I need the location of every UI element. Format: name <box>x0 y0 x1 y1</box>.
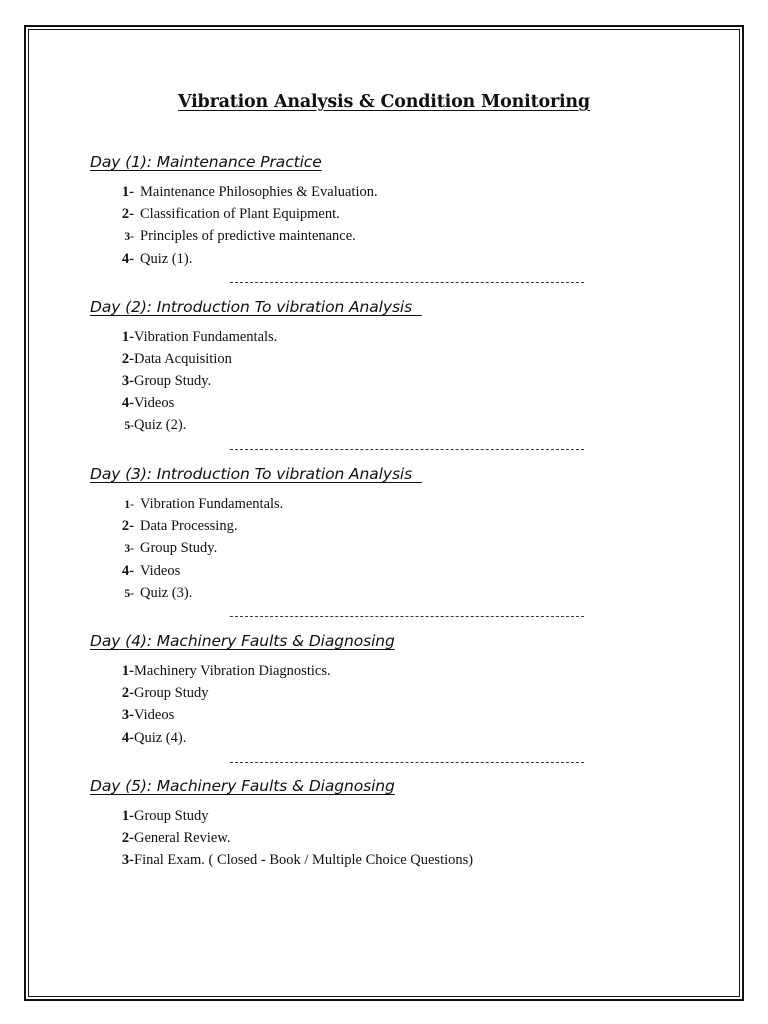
item-number: 3- <box>121 373 134 389</box>
item-text: Final Exam. ( Closed - Book / Multiple Choice Questions) <box>134 852 474 868</box>
item-text: Data Processing. <box>140 518 238 534</box>
item-text: Principles of predictive maintenance. <box>140 228 356 244</box>
item-text: General Review. <box>134 830 231 846</box>
item-number: 2- <box>121 206 134 222</box>
item-number: 4- <box>121 563 134 579</box>
item-number: 2- <box>121 351 134 367</box>
day-1-item-2 <box>112 206 340 223</box>
day-3-item-5 <box>112 585 192 602</box>
item-text: Group Study <box>134 685 209 701</box>
day-5-item-2 <box>112 830 231 847</box>
item-number: 3- <box>121 852 134 868</box>
item-number: 2- <box>121 830 134 846</box>
item-text: Machinery Vibration Diagnostics. <box>134 663 331 679</box>
day-5-item-3 <box>112 852 473 869</box>
item-number: 4- <box>121 251 134 267</box>
day-2-item-4 <box>112 395 174 412</box>
item-text: Classification of Plant Equipment. <box>140 206 340 222</box>
item-number: 1- <box>124 499 134 511</box>
item-number: 1- <box>121 808 134 824</box>
day-1-item-1 <box>112 184 378 201</box>
section-divider <box>230 449 584 450</box>
day-1-item-3 <box>112 228 356 245</box>
day-4-item-4 <box>112 730 186 747</box>
day-4-item-3 <box>112 707 174 724</box>
day-4-item-2 <box>112 685 209 702</box>
item-number: 1- <box>121 184 134 200</box>
day-2-heading: Day (2): Introduction To vibration Analysis <box>90 298 422 316</box>
item-number: 3- <box>124 231 134 243</box>
day-4-heading: Day (4): Machinery Faults & Diagnosing <box>90 632 395 650</box>
item-text: Vibration Fundamentals. <box>140 496 284 512</box>
item-text: Quiz (4). <box>134 730 187 746</box>
day-2-item-1 <box>112 329 277 346</box>
item-text: Videos <box>140 563 181 579</box>
day-5-item-1 <box>112 808 209 825</box>
item-number: 5- <box>124 588 134 600</box>
day-3-heading: Day (3): Introduction To vibration Analysis <box>90 465 422 483</box>
item-text: Maintenance Philosophies & Evaluation. <box>140 184 378 200</box>
day-2-item-2 <box>112 351 232 368</box>
item-number: 2- <box>121 685 134 701</box>
day-3-item-2 <box>112 518 237 535</box>
item-text: Quiz (1). <box>140 251 193 267</box>
item-text: Videos <box>134 707 175 723</box>
day-3-item-1 <box>112 496 283 513</box>
item-text: Videos <box>134 395 175 411</box>
item-number: 2- <box>121 518 134 534</box>
item-number: 1- <box>121 663 134 679</box>
day-3-item-4 <box>112 563 180 580</box>
day-4-item-1 <box>112 663 331 680</box>
day-5-heading: Day (5): Machinery Faults & Diagnosing <box>90 777 395 795</box>
item-text: Data Acquisition <box>134 351 232 367</box>
item-text: Group Study. <box>134 373 212 389</box>
day-2-item-3 <box>112 373 211 390</box>
item-number: 5- <box>124 420 134 432</box>
document-title: Vibration Analysis & Condition Monitoring <box>178 92 590 112</box>
day-1-item-4 <box>112 251 192 268</box>
day-1-heading: Day (1): Maintenance Practice <box>90 153 322 171</box>
item-number: 4- <box>121 395 134 411</box>
item-text: Quiz (2). <box>134 417 187 433</box>
item-text: Vibration Fundamentals. <box>134 329 278 345</box>
item-text: Group Study <box>134 808 209 824</box>
item-number: 1- <box>121 329 134 345</box>
day-2-item-5 <box>112 417 186 434</box>
section-divider <box>230 282 584 283</box>
item-number: 3- <box>121 707 134 723</box>
item-text: Quiz (3). <box>140 585 193 601</box>
section-divider <box>230 762 584 763</box>
day-3-item-3 <box>112 540 217 557</box>
section-divider <box>230 616 584 617</box>
item-number: 3- <box>124 543 134 555</box>
item-text: Group Study. <box>140 540 218 556</box>
item-number: 4- <box>121 730 134 746</box>
